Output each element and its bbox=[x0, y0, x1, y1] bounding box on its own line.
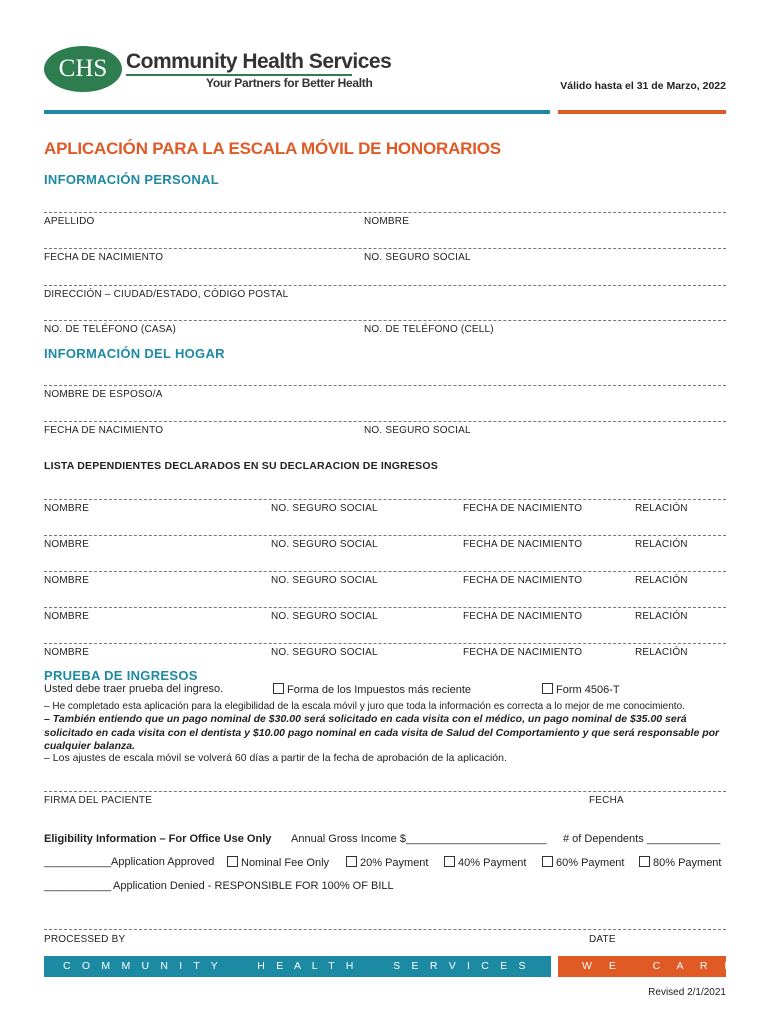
opt-nominal[interactable] bbox=[227, 856, 329, 869]
label-fecha-nacimiento: FECHA DE NACIMIENTO bbox=[44, 252, 164, 263]
statement-3 bbox=[44, 752, 734, 765]
field-dep-5[interactable] bbox=[44, 643, 726, 644]
approved-label: Application Approved bbox=[111, 856, 215, 868]
label-hogar-fecha: FECHA DE NACIMIENTO bbox=[44, 425, 164, 436]
footer-band-right-text: W E C A R E . bbox=[582, 960, 759, 972]
office-heading: Eligibility Information – For Office Use Only bbox=[44, 833, 272, 845]
dep-2-nombre: NOMBRE bbox=[44, 539, 90, 550]
checkbox-nominal[interactable] bbox=[227, 856, 238, 867]
dep-4-relacion: RELACIÓN bbox=[635, 611, 688, 622]
opt-40[interactable] bbox=[444, 856, 526, 869]
field-direccion[interactable] bbox=[44, 285, 726, 286]
checkbox-20[interactable] bbox=[346, 856, 357, 867]
dep-1-relacion: RELACIÓN bbox=[635, 503, 688, 514]
opt-80[interactable] bbox=[639, 856, 721, 869]
label-tel-cell: NO. DE TELÉFONO (CELL) bbox=[364, 324, 494, 335]
checkbox-tax-form[interactable] bbox=[273, 683, 284, 694]
form-title: APLICACIÓN PARA LA ESCALA MÓVIL DE HONORARIOS bbox=[44, 139, 501, 158]
field-fecha-nacimiento[interactable] bbox=[44, 248, 726, 249]
dep-5-nombre: NOMBRE bbox=[44, 647, 90, 658]
field-dep-3[interactable] bbox=[44, 571, 726, 572]
dep-2-fecha: FECHA DE NACIMIENTO bbox=[463, 539, 583, 550]
checkbox-4506[interactable] bbox=[542, 683, 553, 694]
field-dep-1[interactable] bbox=[44, 499, 726, 500]
opt-nominal-label: Nominal Fee Only bbox=[241, 857, 330, 869]
opt-40-label: 40% Payment bbox=[458, 857, 527, 869]
checkbox-60[interactable] bbox=[542, 856, 553, 867]
option-4506[interactable] bbox=[542, 683, 620, 696]
option-4506-label: Form 4506-T bbox=[556, 684, 620, 696]
dep-1-fecha: FECHA DE NACIMIENTO bbox=[463, 503, 583, 514]
field-telefono[interactable] bbox=[44, 320, 726, 321]
chs-logo bbox=[44, 46, 124, 94]
dep-5-fecha: FECHA DE NACIMIENTO bbox=[463, 647, 583, 658]
field-gross-income[interactable]: Annual Gross Income $_______________________ bbox=[291, 833, 547, 845]
label-esposo: NOMBRE DE ESPOSO/A bbox=[44, 389, 163, 400]
checkbox-80[interactable] bbox=[639, 856, 650, 867]
header-bar-teal bbox=[44, 110, 550, 114]
must-bring-proof: Usted debe traer prueba del ingreso. bbox=[44, 683, 224, 695]
tagline: Your Partners for Better Health bbox=[206, 76, 373, 90]
valid-until: Válido hasta el 31 de Marzo, 2022 bbox=[560, 80, 726, 92]
field-dependents-count[interactable]: # of Dependents ____________ bbox=[563, 833, 721, 845]
footer-band-orange bbox=[558, 956, 759, 977]
dep-2-seguro: NO. SEGURO SOCIAL bbox=[271, 539, 378, 550]
field-signature[interactable] bbox=[44, 791, 726, 792]
dep-2-relacion: RELACIÓN bbox=[635, 539, 688, 550]
dep-4-fecha: FECHA DE NACIMIENTO bbox=[463, 611, 583, 622]
label-hogar-seguro: NO. SEGURO SOCIAL bbox=[364, 425, 471, 436]
denied-label: Application Denied - RESPONSIBLE FOR 100% OF BILL bbox=[113, 880, 394, 892]
statement-3-text: Los ajustes de escala móvil se volverá 60 días a partir de la fecha de aprobación de la aplicación. bbox=[52, 752, 507, 764]
section-household: INFORMACIÓN DEL HOGAR bbox=[44, 346, 225, 361]
label-firma-fecha: FECHA bbox=[589, 795, 624, 806]
label-processed-date: DATE bbox=[589, 934, 616, 945]
statement-2-text: También entiendo que un pago nominal de $30.00 será solicitado en cada visita con el médico, un pago nominal de $35.00 será solicitado en cada visita con el dentista y $10.00 pago nominal en cada visita de Salud del Comportamiento y que será responsable por cualquier balanza. bbox=[44, 713, 720, 752]
field-dep-4[interactable] bbox=[44, 607, 726, 608]
logo-mark: CHS bbox=[58, 55, 108, 82]
header-bar-orange bbox=[558, 110, 726, 114]
label-tel-casa: NO. DE TELÉFONO (CASA) bbox=[44, 324, 177, 335]
label-apellido: APELLIDO bbox=[44, 216, 95, 227]
dep-1-seguro: NO. SEGURO SOCIAL bbox=[271, 503, 378, 514]
checkbox-40[interactable] bbox=[444, 856, 455, 867]
option-tax-form[interactable] bbox=[273, 683, 471, 696]
dependents-heading: LISTA DEPENDIENTES DECLARADOS EN SU DECLARACION DE INGRESOS bbox=[44, 460, 438, 472]
org-name: Community Health Services bbox=[126, 50, 392, 73]
section-personal: INFORMACIÓN PERSONAL bbox=[44, 172, 219, 187]
label-nombre: NOMBRE bbox=[364, 216, 410, 227]
statement-1-text: He completado esta aplicación para la elegibilidad de la escala móvil y juro que toda la información es correcta a lo mejor de me conocimiento. bbox=[52, 701, 685, 712]
opt-20[interactable] bbox=[346, 856, 428, 869]
field-hogar-fecha[interactable] bbox=[44, 421, 726, 422]
revised-date: Revised 2/1/2021 bbox=[648, 987, 726, 998]
statement-2 bbox=[44, 713, 720, 754]
dep-1-nombre: NOMBRE bbox=[44, 503, 90, 514]
opt-60-label: 60% Payment bbox=[556, 857, 625, 869]
opt-20-label: 20% Payment bbox=[360, 857, 429, 869]
dep-3-relacion: RELACIÓN bbox=[635, 575, 688, 586]
statement-2-dash: – bbox=[44, 713, 53, 725]
dep-4-nombre: NOMBRE bbox=[44, 611, 90, 622]
denied-blank[interactable]: ___________ bbox=[44, 880, 112, 892]
field-processed[interactable] bbox=[44, 929, 726, 930]
field-apellido[interactable] bbox=[44, 212, 726, 213]
dep-5-seguro: NO. SEGURO SOCIAL bbox=[271, 647, 378, 658]
dep-4-seguro: NO. SEGURO SOCIAL bbox=[271, 611, 378, 622]
label-seguro-social: NO. SEGURO SOCIAL bbox=[364, 252, 471, 263]
footer-band-left-text: C O M M U N I T Y H E A L T H S E R V I C E S bbox=[63, 960, 530, 972]
approved-blank[interactable]: ___________ bbox=[44, 856, 112, 868]
statement-1 bbox=[44, 700, 734, 713]
dep-3-nombre: NOMBRE bbox=[44, 575, 90, 586]
option-tax-form-label: Forma de los Impuestos más reciente bbox=[287, 684, 472, 696]
footer-band-teal bbox=[44, 956, 551, 977]
opt-80-label: 80% Payment bbox=[653, 857, 722, 869]
dep-5-relacion: RELACIÓN bbox=[635, 647, 688, 658]
field-dep-2[interactable] bbox=[44, 535, 726, 536]
dep-3-seguro: NO. SEGURO SOCIAL bbox=[271, 575, 378, 586]
opt-60[interactable] bbox=[542, 856, 624, 869]
section-income: PRUEBA DE INGRESOS bbox=[44, 668, 198, 683]
statement-3-dash: – bbox=[44, 752, 53, 764]
dep-3-fecha: FECHA DE NACIMIENTO bbox=[463, 575, 583, 586]
label-firma: FIRMA DEL PACIENTE bbox=[44, 795, 153, 806]
label-direccion: DIRECCIÓN – CIUDAD/ESTADO, CÓDIGO POSTAL bbox=[44, 289, 289, 300]
label-processed-by: PROCESSED BY bbox=[44, 934, 126, 945]
statement-1-dash: – bbox=[44, 701, 53, 712]
field-esposo[interactable] bbox=[44, 385, 726, 386]
